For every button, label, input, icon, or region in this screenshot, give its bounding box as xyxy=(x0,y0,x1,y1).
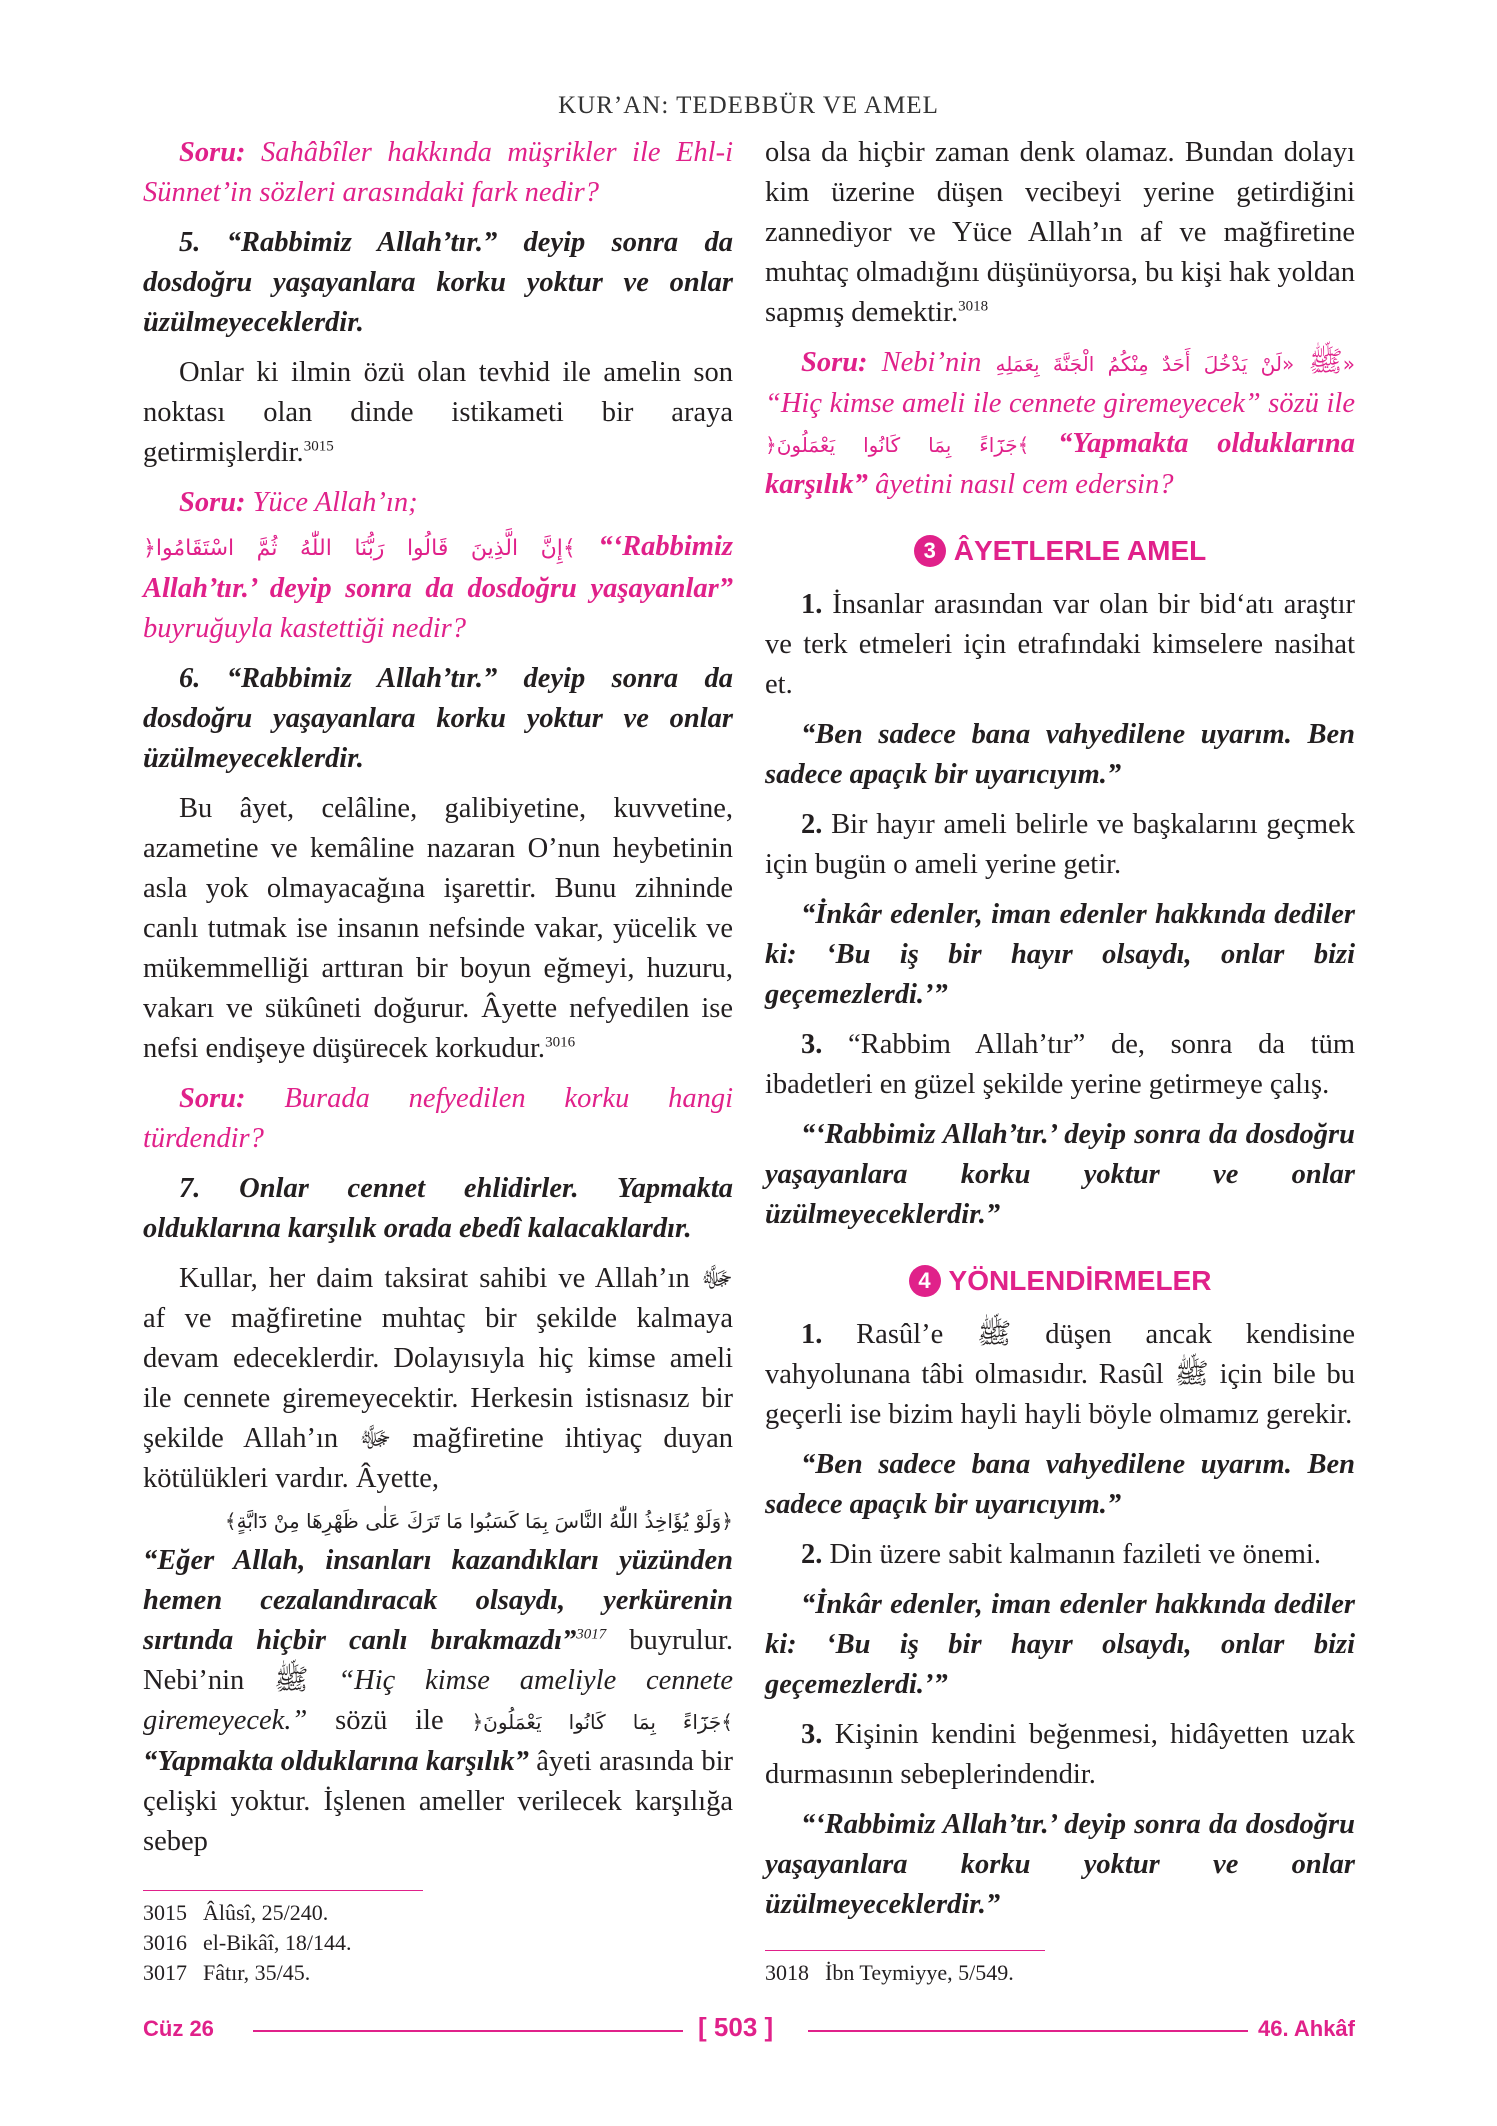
arabic-verse: ﴿إِنَّ الَّذِينَ قَالُوا رَبُّنَا اللّٰهُ ثُمَّ اسْتَقَامُوا﴾ xyxy=(143,536,576,561)
verse-7: 7. Onlar cennet ehlidirler. Yapmakta olduklarına karşılık orada ebedî kalacaklardır. xyxy=(143,1173,733,1244)
footnote-divider xyxy=(143,1890,423,1891)
list-item-quote: “İnkâr edenler, iman edenler hakkında dediler ki: ‘Bu iş bir hayır olsaydı, onlar bizi geçemezlerdi.’” xyxy=(765,899,1355,1010)
list-item: 3. Kişinin kendini beğenmesi, hidâyetten uzak durmasının sebeplerindendir. xyxy=(765,1719,1355,1790)
footnote-divider xyxy=(765,1950,1045,1951)
list-item-quote: “Ben sadece bana vahyedilene uyarım. Ben sadece apaçık bir uyarıcıyım.” xyxy=(765,1449,1355,1520)
paragraph-3: Kullar, her daim taksirat sahibi ve Allah’ın ﷻ af ve mağfiretine muhtaç bir şekilde kalmaya devam edeceklerdir. Dolayısıyla hiç kimse ameli ile cennete giremeyecektir. Herkesin istisnasız bir şekilde Allah’ın ﷻ mağfiretine ihtiyaç duyan kötülükleri vardır. Âyette, xyxy=(143,1263,734,1494)
footnote: 3015 Âlûsî, 25/240. xyxy=(143,1900,329,1925)
footnote-ref[interactable]: 3018 xyxy=(958,298,989,315)
paragraph-2: Bu âyet, celâline, galibiyetine, kuvvetine, azametine ve kemâline nazaran O’nun heybetinin asla yok olmayacağına işarettir. Bunu zihninde canlı tutmak ise insanın nefsinde vakar, yücelik ve mükemmelliği arttıran bir boyun eğmeyi, huzuru, vakarı ve sükûneti doğurur. Âyette nefyedilen ise nefsi endişeye düşürecek korkudur.$^{3016}$ xyxy=(143,793,733,1064)
verse-6: 6. “Rabbimiz Allah’tır.” deyip sonra da dosdoğru yaşayanlara korku yoktur ve onlar üzülmeyeceklerdir. xyxy=(143,663,733,774)
footer-rule xyxy=(253,2030,683,2032)
footnote: 3017 Fâtır, 35/45. xyxy=(143,1960,311,1985)
verse-5: 5. “Rabbimiz Allah’tır.” deyip sonra da dosdoğru yaşayanlara korku yoktur ve onlar üzülmeyeceklerdir. xyxy=(143,227,733,338)
page-footer xyxy=(143,2012,1355,2048)
question-2-body: ﴿إِنَّ الَّذِينَ قَالُوا رَبُّنَا اللّٰهُ ثُمَّ اسْتَقَامُوا﴾ “‘Rabbimiz Allah’tır.’ deyip sonra da dosdoğru yaşayanlar” buyruğuyla kastettiği nedir? xyxy=(143,531,733,644)
paragraph-1: Onlar ki ilmin özü olan tevhid ile amelin son noktası olan dinde istikameti bir araya getirmişlerdir.$^{3015}$ xyxy=(143,357,733,468)
list-item: 1. İnsanlar arasından var olan bir bid‘atı araştır ve terk etmeleri için etrafındaki kimselere nasihat et. xyxy=(765,589,1355,700)
footnote-ref[interactable]: 3017 xyxy=(576,1626,607,1643)
section-number-badge: 3 xyxy=(914,535,946,567)
list-item-quote: “Ben sadece bana vahyedilene uyarım. Ben sadece apaçık bir uyarıcıyım.” xyxy=(765,719,1355,790)
section-heading-ayetlerle-amel: 3 ÂYETLERLE AMEL xyxy=(765,531,1355,571)
list-item-quote: “‘Rabbimiz Allah’tır.’ deyip sonra da dosdoğru yaşayanlara korku yoktur ve onlar üzülmeyeceklerdir.” xyxy=(765,1119,1355,1230)
question-4: Soru: Nebi’nin ﷺ «لَنْ يَدْخُلَ أَحَدٌ مِنْكُمُ الْجَنَّةَ بِعَمَلِهِ» “Hiç kimse ameli ile cennete giremeyecek” sözü ile ﴿جَزَٓاءً بِمَا كَانُوا يَعْمَلُونَ﴾ “Yapmakta olduklarına karşılık” âyetini nasıl cem edersin? xyxy=(765,347,1355,500)
arabic-hadith: «لَنْ يَدْخُلَ أَحَدٌ مِنْكُمُ الْجَنَّةَ بِعَمَلِهِ» xyxy=(995,352,1355,376)
honorific-icon: ﷺ xyxy=(977,1319,1012,1350)
list-item: 2. Din üzere sabit kalmanın fazileti ve önemi. xyxy=(801,1539,1321,1570)
paragraph-continued: olsa da hiçbir zaman denk olamaz. Bundan dolayı kim üzerine düşen vecibeyi yerine getirdiğini zannediyor ve Yüce Allah’ın af ve mağfiretine muhtaç olmadığını düşünüyorsa, bu kişi hak yoldan sapmış demektir.$^{3018}$ xyxy=(765,137,1355,328)
question-3: Soru: Burada nefyedilen korku hangi türdendir? xyxy=(143,1083,733,1154)
honorific-icon: ﷺ xyxy=(1308,347,1343,378)
honorific-icon: ﷺ xyxy=(1174,1359,1209,1390)
list-item: 3. “Rabbim Allah’tır” de, sonra da tüm ibadetleri en güzel şekilde yerine getirmeye çalış. xyxy=(765,1029,1355,1100)
list-item: 2. Bir hayır ameli belirle ve başkalarını geçmek için bugün o ameli yerine getir. xyxy=(765,809,1355,880)
section-heading-yonlendirmeler: 4 YÖNLENDİRMELER xyxy=(765,1261,1355,1301)
honorific-icon: ﷻ xyxy=(359,1423,392,1454)
footnote-ref[interactable]: 3016 xyxy=(545,1034,576,1051)
surah-label: 46. Ahkâf xyxy=(1257,2016,1355,2041)
footnotes-left xyxy=(143,1898,351,1988)
right-column xyxy=(765,133,1355,1935)
arabic-verse: ﴿جَزَٓاءً بِمَا كَانُوا يَعْمَلُونَ﴾ xyxy=(765,433,1030,457)
list-item-quote: “‘Rabbimiz Allah’tır.’ deyip sonra da dosdoğru yaşayanlara korku yoktur ve onlar üzülmeyeceklerdir.” xyxy=(765,1809,1355,1920)
arabic-verse: ﴿وَلَوْ يُؤَاخِذُ اللّٰهُ النَّاسَ بِمَا كَسَبُوا مَا تَرَكَ عَلٰى ظَهْرِهَا مِنْ دَٓابَّةٍ﴾ xyxy=(224,1509,733,1533)
footnote: 3016 el-Bikâî, 18/144. xyxy=(143,1930,352,1955)
paragraph-3-quote: ﴿وَلَوْ يُؤَاخِذُ اللّٰهُ النَّاسَ بِمَا كَسَبُوا مَا تَرَكَ عَلٰى ظَهْرِهَا مِنْ دَٓابَّةٍ﴾ “Eğer Allah, insanları kazandıkları yüzünden hemen cezalandıracak olsaydı, yerkürenin sırtında hiçbir canlı bırakmazdı”$^{3017}$ buyrulur. Nebi’nin ﷺ “Hiç kimse ameliyle cennete giremeyecek.” sözü ile ﴿جَزَٓاءً بِمَا كَانُوا يَعْمَلُونَ﴾ “Yapmakta olduklarına karşılık” âyeti arasında bir çelişki yoktur. İşlenen ameller verilecek karşılığa sebep xyxy=(143,1501,733,1862)
honorific-icon: ﷻ xyxy=(700,1263,734,1294)
footnotes-right xyxy=(765,1958,1014,1988)
section-number-badge: 4 xyxy=(909,1265,941,1297)
footer-rule xyxy=(808,2030,1248,2032)
footnote-ref[interactable]: 3015 xyxy=(303,438,334,455)
list-item: 1. Rasûl’e ﷺ düşen ancak kendisine vahyolunana tâbi olmasıdır. Rasûl ﷺ için bile bu geçerli ise bizim hayli hayli böyle olmamız gerekir. xyxy=(765,1319,1356,1430)
question-1: Soru: Sahâbîler hakkında müşrikler ile Ehl-i Sünnet’in sözleri arasındaki fark nedir? xyxy=(143,137,734,208)
running-header: KUR’AN: TEDEBBÜR VE AMEL xyxy=(558,92,939,119)
juz-label: Cüz 26 xyxy=(143,2016,214,2041)
page-number: [ 503 ] xyxy=(698,2012,774,2042)
question-2: Soru: Yüce Allah’ın; xyxy=(179,487,418,518)
list-item-quote: “İnkâr edenler, iman edenler hakkında dediler ki: ‘Bu iş bir hayır olsaydı, onlar bizi geçemezlerdi.’” xyxy=(765,1589,1355,1700)
arabic-verse: ﴿جَزَٓاءً بِمَا كَانُوا يَعْمَلُونَ﴾ xyxy=(471,1710,734,1734)
footnote: 3018 İbn Teymiyye, 5/549. xyxy=(765,1960,1014,1985)
left-column xyxy=(143,133,733,1864)
honorific-icon: ﷺ xyxy=(274,1665,309,1696)
